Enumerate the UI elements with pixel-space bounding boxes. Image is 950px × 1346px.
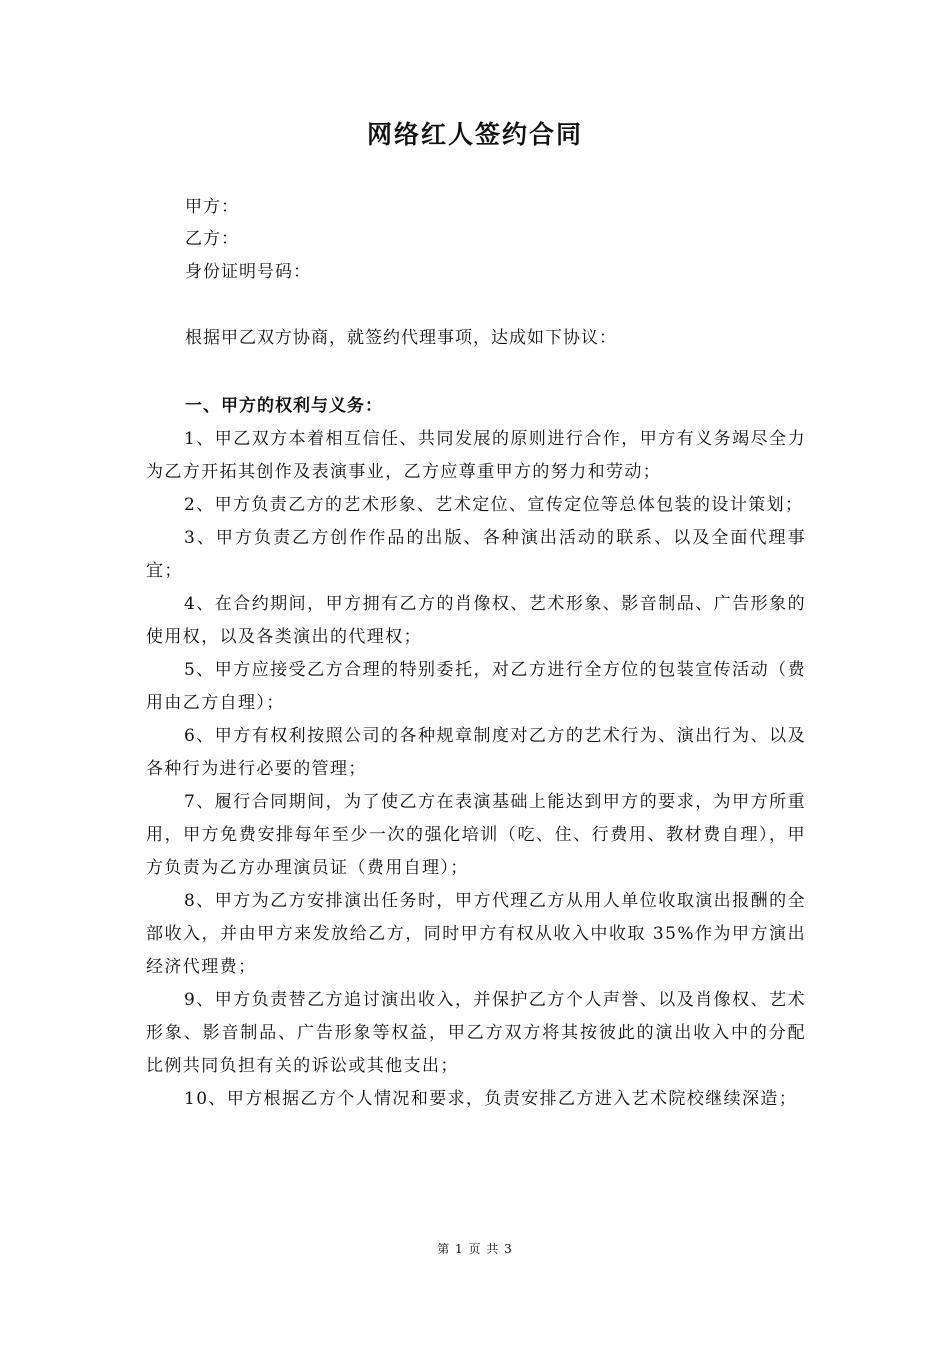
clause-3: 3、甲方负责乙方创作作品的出版、各种演出活动的联系、以及全面代理事宜；: [146, 528, 806, 581]
clause-10: 10、甲方根据乙方个人情况和要求，负责安排乙方进入艺术院校继续深造；: [184, 1089, 798, 1109]
clause-6: 6、甲方有权利按照公司的各种规章制度对乙方的艺术行为、演出行为、以及各种行为进行必要的管理；: [146, 726, 806, 779]
id-number-label: 身份证明号码：: [185, 262, 311, 282]
section-1-clauses: [146, 423, 806, 1116]
clause-7: 7、履行合同期间，为了使乙方在表演基础上能达到甲方的要求，为甲方所重用，甲方免费安排每年至少一次的强化培训（吃、住、行费用、教材费自理），甲方负责为乙方办理演员证（费用自理）；: [146, 792, 806, 878]
clause-2: 2、甲方负责乙方的艺术形象、艺术定位、宣传定位等总体包装的设计策划；: [184, 495, 804, 515]
section-1-heading: 一、甲方的权利与义务：: [185, 396, 383, 416]
contract-title: 网络红人签约合同: [366, 120, 583, 149]
clause-1: 1、甲乙双方本着相互信任、共同发展的原则进行合作，甲方有义务竭尽全力为乙方开拓其创作及表演事业，乙方应尊重甲方的努力和劳动；: [146, 429, 806, 482]
party-b-label: 乙方：: [185, 229, 239, 249]
clause-4: 4、在合约期间，甲方拥有乙方的肖像权、艺术形象、影音制品、广告形象的使用权，以及各类演出的代理权；: [146, 594, 806, 647]
page-footer: 第 1 页 共 3: [437, 1242, 513, 1256]
clause-8: 8、甲方为乙方安排演出任务时，甲方代理乙方从用人单位收取演出报酬的全部收入，并由甲方来发放给乙方，同时甲方有权从收入中收取 35%作为甲方演出经济代理费；: [146, 891, 806, 977]
clause-5: 5、甲方应接受乙方合理的特别委托，对乙方进行全方位的包装宣传活动（费用由乙方自理）；: [146, 660, 806, 713]
clause-9: 9、甲方负责替乙方追讨演出收入，并保护乙方个人声誉、以及肖像权、艺术形象、影音制品、广告形象等权益，甲乙方双方将其按彼此的演出收入中的分配比例共同负担有关的诉讼或其他支出；: [146, 990, 806, 1076]
party-a-label: 甲方：: [185, 197, 239, 217]
preamble-text: 根据甲乙双方协商，就签约代理事项，达成如下协议：: [185, 328, 617, 348]
